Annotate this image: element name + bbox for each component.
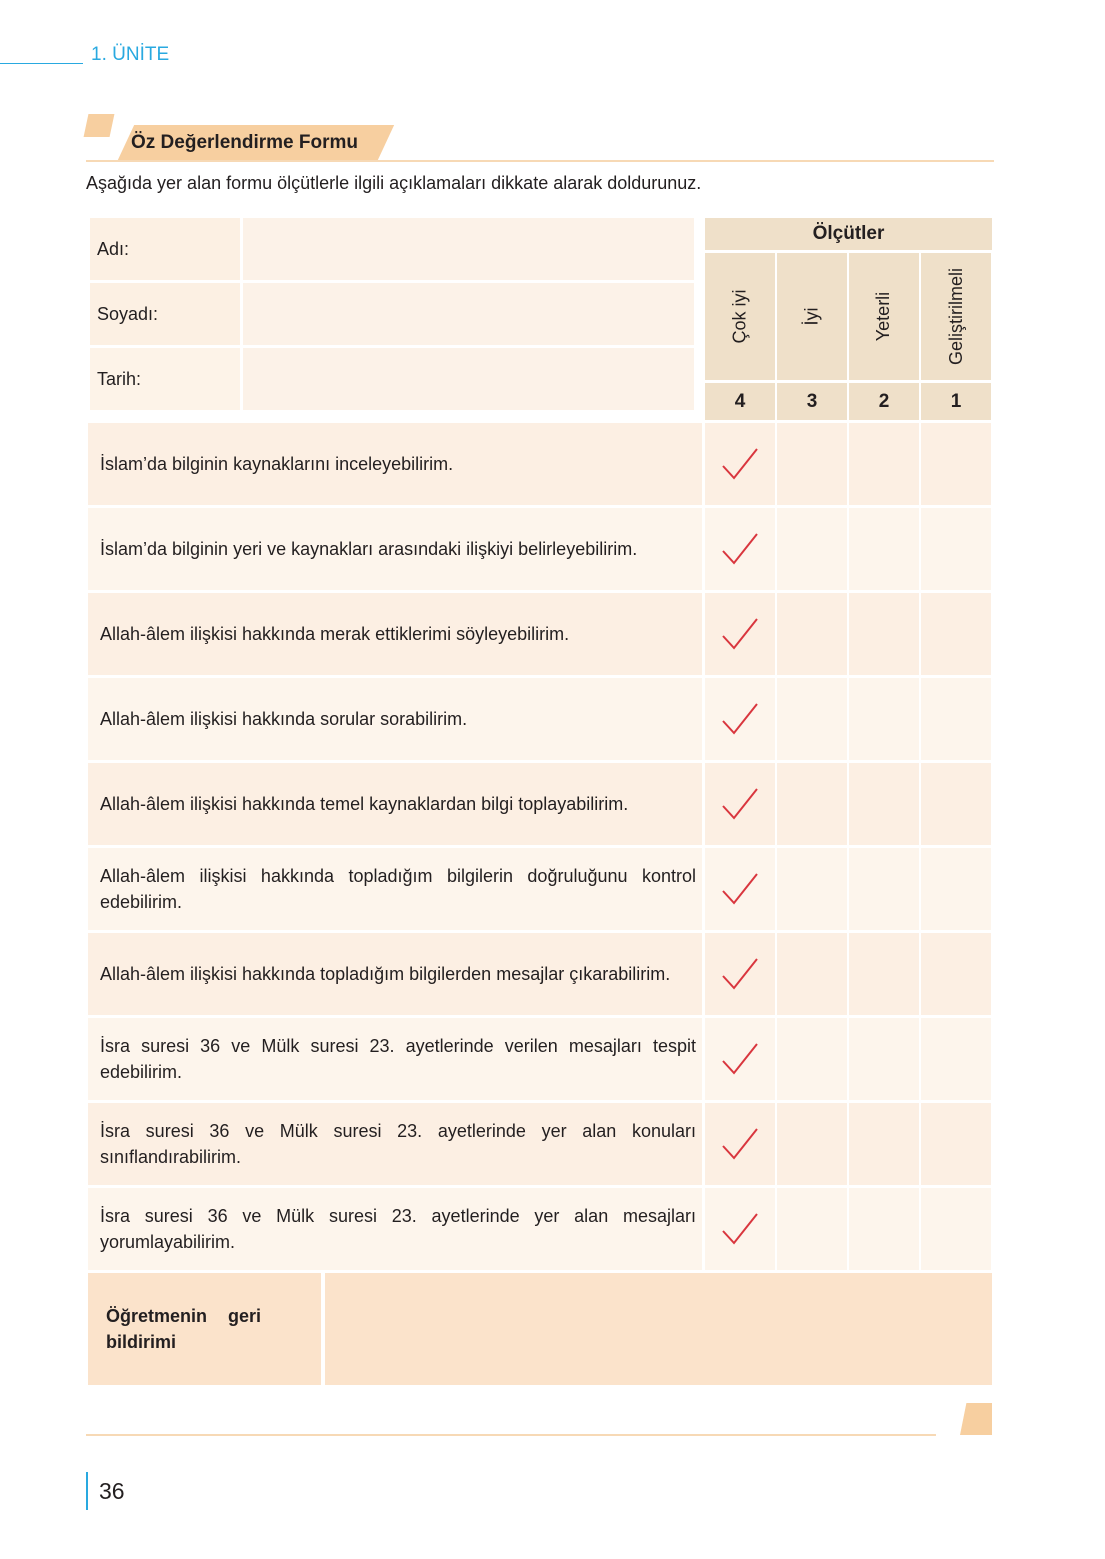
- field-label-0: Adı:: [90, 218, 240, 280]
- rating-cell-0-1[interactable]: [921, 423, 991, 505]
- rating-cell-5-2[interactable]: [849, 848, 919, 930]
- criteria-label-text: Çok iyi: [729, 289, 750, 344]
- criteria-label-3: [921, 253, 991, 380]
- rating-cell-2-3[interactable]: [777, 593, 847, 675]
- rating-cell-2-4[interactable]: [705, 593, 775, 675]
- rating-cell-2-2[interactable]: [849, 593, 919, 675]
- rating-cell-7-3[interactable]: [777, 1018, 847, 1100]
- field-input-0[interactable]: [243, 218, 694, 280]
- statement-row-2: Allah-âlem ilişkisi hakkında merak ettiklerimi söyleyebilirim.: [88, 593, 702, 675]
- statement-row-1: İslam’da bilginin yeri ve kaynakları arasındaki ilişkiyi belirleyebilirim.: [88, 508, 702, 590]
- teacher-feedback-field[interactable]: [325, 1273, 992, 1385]
- page-number: 36: [99, 1478, 125, 1504]
- statement-row-9: İsra suresi 36 ve Mülk suresi 23. ayetlerinde yer alan mesajları yorumlayabilirim.: [88, 1188, 702, 1270]
- form-intro: Aşağıda yer alan formu ölçütlerle ilgili açıklamaları dikkate alarak doldurunuz.: [86, 173, 702, 193]
- criteria-label-text: Yeterli: [873, 291, 894, 342]
- rating-cell-8-3[interactable]: [777, 1103, 847, 1185]
- field-label-2: Tarih:: [90, 348, 240, 410]
- statement-row-0: İslam’da bilginin kaynaklarını inceleyebilirim.: [88, 423, 702, 505]
- rating-cell-3-1[interactable]: [921, 678, 991, 760]
- title-rule: [86, 160, 994, 162]
- rating-cell-9-3[interactable]: [777, 1188, 847, 1270]
- rating-cell-2-1[interactable]: [921, 593, 991, 675]
- rating-cell-6-2[interactable]: [849, 933, 919, 1015]
- rating-cell-5-1[interactable]: [921, 848, 991, 930]
- unit-rule: [0, 63, 83, 64]
- rating-cell-7-4[interactable]: [705, 1018, 775, 1100]
- teacher-feedback-label: Öğretmenin geri bildirimi: [88, 1273, 321, 1385]
- rating-cell-4-3[interactable]: [777, 763, 847, 845]
- rating-cell-9-1[interactable]: [921, 1188, 991, 1270]
- checkmark-icon: [720, 1041, 760, 1077]
- rating-cell-1-4[interactable]: [705, 508, 775, 590]
- rating-cell-6-1[interactable]: [921, 933, 991, 1015]
- rating-cell-7-2[interactable]: [849, 1018, 919, 1100]
- rating-cell-9-4[interactable]: [705, 1188, 775, 1270]
- checkmark-icon: [720, 1126, 760, 1162]
- rating-cell-3-4[interactable]: [705, 678, 775, 760]
- rating-cell-8-4[interactable]: [705, 1103, 775, 1185]
- rating-cell-4-2[interactable]: [849, 763, 919, 845]
- field-input-2[interactable]: [243, 348, 694, 410]
- unit-label: 1. ÜNİTE: [91, 44, 170, 65]
- rating-cell-6-4[interactable]: [705, 933, 775, 1015]
- criteria-score-1: 3: [777, 383, 847, 420]
- field-label-1: Soyadı:: [90, 283, 240, 345]
- criteria-label-1: [777, 253, 847, 380]
- rating-cell-9-2[interactable]: [849, 1188, 919, 1270]
- field-input-1[interactable]: [243, 283, 694, 345]
- criteria-score-3: 1: [921, 383, 991, 420]
- statement-row-8: İsra suresi 36 ve Mülk suresi 23. ayetlerinde yer alan konuları sınıflandırabilirim.: [88, 1103, 702, 1185]
- checkmark-icon: [720, 616, 760, 652]
- statement-row-5: Allah-âlem ilişkisi hakkında topladığım bilgilerin doğruluğunu kontrol edebilirim.: [88, 848, 702, 930]
- criteria-label-text: Geliştirilmeli: [945, 267, 966, 366]
- rating-cell-6-3[interactable]: [777, 933, 847, 1015]
- rating-cell-4-1[interactable]: [921, 763, 991, 845]
- checkmark-icon: [720, 871, 760, 907]
- rating-cell-5-4[interactable]: [705, 848, 775, 930]
- bottom-rule: [86, 1434, 936, 1436]
- criteria-score-2: 2: [849, 383, 919, 420]
- statement-row-7: İsra suresi 36 ve Mülk suresi 23. ayetlerinde verilen mesajları tespit edebilirim.: [88, 1018, 702, 1100]
- criteria-label-2: [849, 253, 919, 380]
- criteria-header: Ölçütler: [705, 218, 992, 250]
- rating-cell-3-2[interactable]: [849, 678, 919, 760]
- checkmark-icon: [720, 531, 760, 567]
- checkmark-icon: [720, 701, 760, 737]
- form-title: Öz Değerlendirme Formu: [131, 132, 358, 153]
- checkmark-icon: [720, 1211, 760, 1247]
- statement-row-3: Allah-âlem ilişkisi hakkında sorular sorabilirim.: [88, 678, 702, 760]
- criteria-label-0: [705, 253, 775, 380]
- statement-row-4: Allah-âlem ilişkisi hakkında temel kaynaklardan bilgi toplayabilirim.: [88, 763, 702, 845]
- bottom-decoration: [960, 1403, 992, 1435]
- rating-cell-8-1[interactable]: [921, 1103, 991, 1185]
- checkmark-icon: [720, 446, 760, 482]
- title-decoration: [84, 114, 115, 137]
- rating-cell-0-3[interactable]: [777, 423, 847, 505]
- rating-cell-7-1[interactable]: [921, 1018, 991, 1100]
- rating-cell-8-2[interactable]: [849, 1103, 919, 1185]
- page-number-bar: [86, 1472, 88, 1510]
- rating-cell-0-4[interactable]: [705, 423, 775, 505]
- rating-cell-1-1[interactable]: [921, 508, 991, 590]
- rating-cell-1-3[interactable]: [777, 508, 847, 590]
- statement-row-6: Allah-âlem ilişkisi hakkında topladığım bilgilerden mesajlar çıkarabilirim.: [88, 933, 702, 1015]
- rating-cell-0-2[interactable]: [849, 423, 919, 505]
- rating-cell-4-4[interactable]: [705, 763, 775, 845]
- rating-cell-5-3[interactable]: [777, 848, 847, 930]
- checkmark-icon: [720, 956, 760, 992]
- rating-cell-3-3[interactable]: [777, 678, 847, 760]
- criteria-label-text: İyi: [801, 307, 822, 326]
- rating-cell-1-2[interactable]: [849, 508, 919, 590]
- criteria-score-0: 4: [705, 383, 775, 420]
- checkmark-icon: [720, 786, 760, 822]
